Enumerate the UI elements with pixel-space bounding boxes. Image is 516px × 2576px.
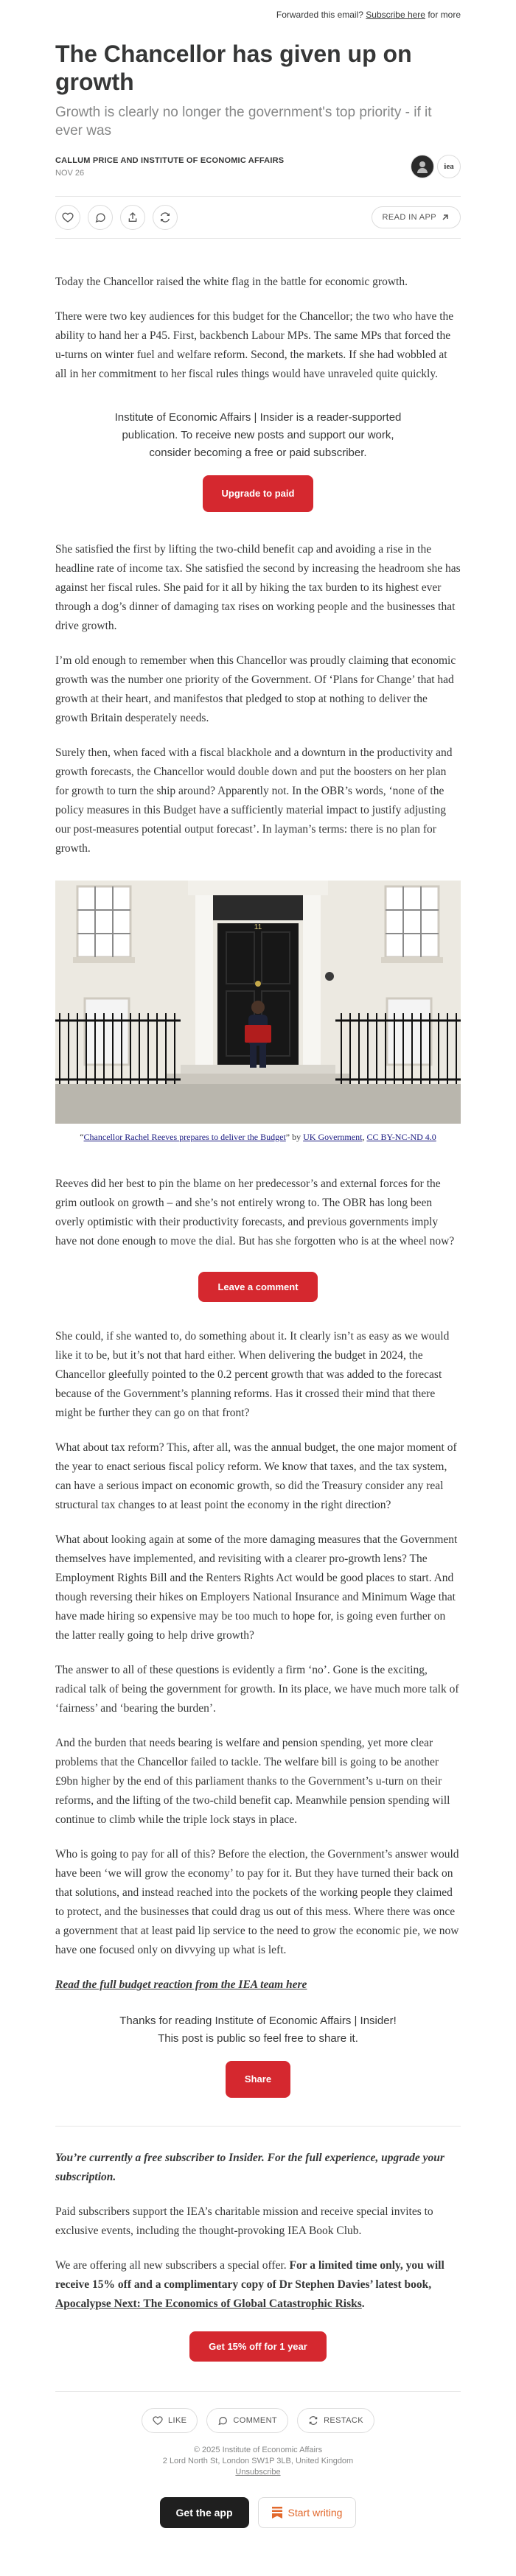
upgrade-button[interactable]: Upgrade to paid xyxy=(203,475,314,512)
share-button[interactable] xyxy=(120,205,145,230)
svg-text:11: 11 xyxy=(254,923,262,931)
byline xyxy=(55,152,461,181)
read-in-app-label: READ IN APP xyxy=(382,213,436,222)
budget-photo[interactable] xyxy=(55,881,461,1124)
start-writing-label: Start writing xyxy=(287,2507,343,2519)
subscribe-link[interactable]: Subscribe here xyxy=(366,10,425,20)
start-writing-button[interactable] xyxy=(258,2497,357,2528)
like-label: LIKE xyxy=(167,2416,187,2425)
caption-title-link[interactable]: Chancellor Rachel Reeves prepares to deliver the Budget xyxy=(83,1132,286,1142)
caption-author-link[interactable]: UK Government xyxy=(303,1132,363,1142)
caption-license-link[interactable]: CC BY-NC-ND 4.0 xyxy=(366,1132,436,1142)
address: 2 Lord North St, London SW1P 3LB, United Kingdom xyxy=(162,2457,354,2465)
comment-icon xyxy=(217,2415,228,2426)
read-in-app-button[interactable] xyxy=(372,206,461,228)
paragraph: Reeves did her best to pin the blame on her predecessor’s and external forces for the grim outlook on growth – and she’s not entirely wrong to. The OBR has long been overly optimistic with their productivity forecasts, and previous governments imply have not done enough to move the dial. But has she forgotten who is at the wheel now? xyxy=(55,1177,455,1247)
person-icon xyxy=(415,159,430,174)
promo-text: Institute of Economic Affairs | Insider is a reader-supported publication. To receive new posts and support our work, consider becoming a free or paid subscriber. xyxy=(114,411,402,459)
subscriber-note xyxy=(55,2149,461,2314)
article-body xyxy=(55,540,461,858)
offer-bold: For a limited time only, you will receive 15% off and a complimentary copy of Dr Stephen Davies’ latest book, xyxy=(55,2259,444,2291)
preheader xyxy=(55,0,461,29)
avatar-iea[interactable]: iea xyxy=(437,155,461,178)
paragraph: And the burden that needs bearing is welfare and pension spending, yet more clear problems that the Chancellor failed to tackle. The welfare bill is going to be another £9bn higher by the end of this parliament thanks to the Government’s u-turn on their reforms, and the lifting of the two-child benefit cap. Meanwhile pension spending will continue to climb while the triple lock stays in place. xyxy=(55,1737,450,1826)
paragraph: Today the Chancellor raised the white flag in the battle for economic growth. xyxy=(55,276,408,288)
subscriber-benefits: Paid subscribers support the IEA’s charitable mission and receive special invites to exclusive events, including the thought-provoking IEA Book Club. xyxy=(55,2205,433,2237)
subscribe-promo xyxy=(111,409,405,512)
author-names[interactable]: CALLUM PRICE AND INSTITUTE OF ECONOMIC AFFAIRS xyxy=(55,155,285,165)
avatar[interactable] xyxy=(411,155,434,178)
arrow-up-right-icon xyxy=(441,213,450,222)
app-row xyxy=(55,2497,461,2528)
downing-street-image xyxy=(55,881,461,1124)
image-caption: “Chancellor Rachel Reeves prepares to deliver the Budget” by UK Government, CC BY-NC-ND 4.0 xyxy=(80,1132,436,1142)
divider xyxy=(55,2391,461,2392)
share-icon xyxy=(127,211,139,223)
offer-plain: We are offering all new subscribers a special offer. xyxy=(55,2259,290,2272)
like-button[interactable] xyxy=(55,205,80,230)
budget-reaction-link[interactable]: Read the full budget reaction from the IEA team here xyxy=(55,1978,307,1991)
paragraph: I’m old enough to remember when this Chancellor was proudly claiming that economic growth was the number one priority of the Government. Of ‘Plans for Change’ that had growth at their heart, and manifestos that pledged to stop at nothing to deliver the growth Britain desperately needs. xyxy=(55,654,456,724)
restack-button[interactable] xyxy=(153,205,178,230)
footer-like-button[interactable] xyxy=(142,2408,198,2433)
author-avatars xyxy=(411,155,461,178)
comment-button[interactable] xyxy=(88,205,113,230)
paragraph: Who is going to pay for all of this? Before the election, the Government’s answer would have been ‘we will grow the economy’ to pay for it. But they have turned their back on that solutions, and instead reached into the pockets of the working people they claimed to protect, and the businesses that could drag us out of this mess. Where there was once a government that at least paid lip service to the need to grow the economic pie, we now have one focused only on divvying up what is left. xyxy=(55,1848,459,1956)
share-text: Thanks for reading Institute of Economic Affairs | Insider! This post is public so feel free to share it. xyxy=(119,2015,397,2045)
caption-by: by xyxy=(290,1132,304,1142)
paragraph: What about tax reform? This, after all, was the annual budget, the one major moment of the year to enact serious fiscal policy reform. We know that taxes, and the tax system, can have a serious impact on economic growth, so did the Treasury consider any real structural tax changes to at least point the economy in the right direction? xyxy=(55,1441,457,1511)
footer-actions xyxy=(55,2408,461,2433)
share-post-button[interactable]: Share xyxy=(226,2061,290,2098)
article-body xyxy=(55,1327,461,1995)
paragraph: The answer to all of these questions is evidently a firm ‘no’. Gone is the exciting, radical talk of being the government for growth. In its place, we have much more talk of ‘fairness’ and ‘bearing the burden’. xyxy=(55,1664,459,1715)
preheader-suffix: for more xyxy=(425,10,461,20)
caption-sep: , xyxy=(362,1132,367,1142)
copyright: © 2025 Institute of Economic Affairs xyxy=(193,2446,323,2454)
get-app-button[interactable]: Get the app xyxy=(160,2497,249,2528)
restack-label: RESTACK xyxy=(324,2416,364,2425)
book-link[interactable]: Apocalypse Next: The Economics of Global Catastrophic Risks xyxy=(55,2297,362,2310)
unsubscribe-link[interactable]: Unsubscribe xyxy=(235,2468,281,2477)
substack-logo-icon xyxy=(272,2507,282,2519)
heart-icon xyxy=(62,211,74,223)
subscriber-lead: You’re currently a free subscriber to Insider. For the full experience, upgrade your subscription. xyxy=(55,2152,444,2183)
article-subtitle: Growth is clearly no longer the government's top priority - if it ever was xyxy=(55,105,432,139)
subscriber-offer xyxy=(55,2256,461,2314)
offer-end: . xyxy=(361,2297,365,2310)
heart-icon xyxy=(153,2415,163,2426)
article-title[interactable]: The Chancellor has given up on growth xyxy=(55,41,412,95)
restack-icon xyxy=(308,2415,318,2426)
article-body xyxy=(55,1175,461,1251)
content-column xyxy=(55,0,461,2528)
paragraph: She could, if she wanted to, do something about it. It clearly isn’t as easy as we would like it to be, but it’s not that hard either. When delivering the budget in 2024, the Chancellor gleefully pointed to the 0.2 percent growth that was added to the forecast because of the Government’s planning reforms. Has it crossed their mind that there might be further they can go on that front? xyxy=(55,1330,450,1419)
preheader-text: Forwarded this email? xyxy=(276,10,366,20)
paragraph: What about looking again at some of the more damaging measures that the Government themselves have implemented, and revisiting with a clearer pro-growth lens? The Employment Rights Bill and the Renters Rights Act would be good places to start. And though reversing their hikes on Employers National Insurance and Minimum Wage that have made hiring so expensive may be too much to hope for, is going even further on the latter really going to help drive growth? xyxy=(55,1533,458,1642)
divider xyxy=(55,2126,461,2127)
footer-comment-button[interactable] xyxy=(206,2408,288,2433)
leave-comment-button[interactable]: Leave a comment xyxy=(198,1272,317,1302)
comment-icon xyxy=(94,211,106,223)
paragraph: Surely then, when faced with a fiscal blackhole and a downturn in the productivity and growth forecasts, the Chancellor would double down and put the boosters on her plan for growth to turn the ship around? Apparently not. In the OBR’s words, ‘none of the policy measures in this Budget have a sufficiently material impact to justify adjusting our post-measures potential output forecast’. In layman’s terms: there is no plan for growth. xyxy=(55,746,453,855)
publish-date: NOV 26 xyxy=(55,168,85,178)
offer-button[interactable]: Get 15% off for 1 year xyxy=(189,2331,327,2362)
paragraph: She satisfied the first by lifting the two-child benefit cap and avoiding a rise in the headline rate of income tax. She satisfied the second by increasing the headroom she has against her fiscal rules. She paid for it all by hiking the tax burden to its highest ever through a dog’s dinner of damaging tax rises on working people and the businesses that drive growth. xyxy=(55,543,461,632)
paragraph: There were two key audiences for this budget for the Chancellor; the two who have the ability to hand her a P45. First, backbench Labour MPs. The same MPs that forced the u-turns on winter fuel and welfare reform. Second, the markets. If she had wobbled at all in her commitment to her fiscal rules things would have unraveled quite quickly. xyxy=(55,310,454,380)
action-bar xyxy=(55,196,461,239)
restack-icon xyxy=(159,211,171,223)
article-body xyxy=(55,273,461,384)
footer-restack-button[interactable] xyxy=(297,2408,374,2433)
share-promo xyxy=(111,2012,405,2098)
comment-label: COMMENT xyxy=(233,2416,278,2425)
footer-info xyxy=(55,2445,461,2478)
